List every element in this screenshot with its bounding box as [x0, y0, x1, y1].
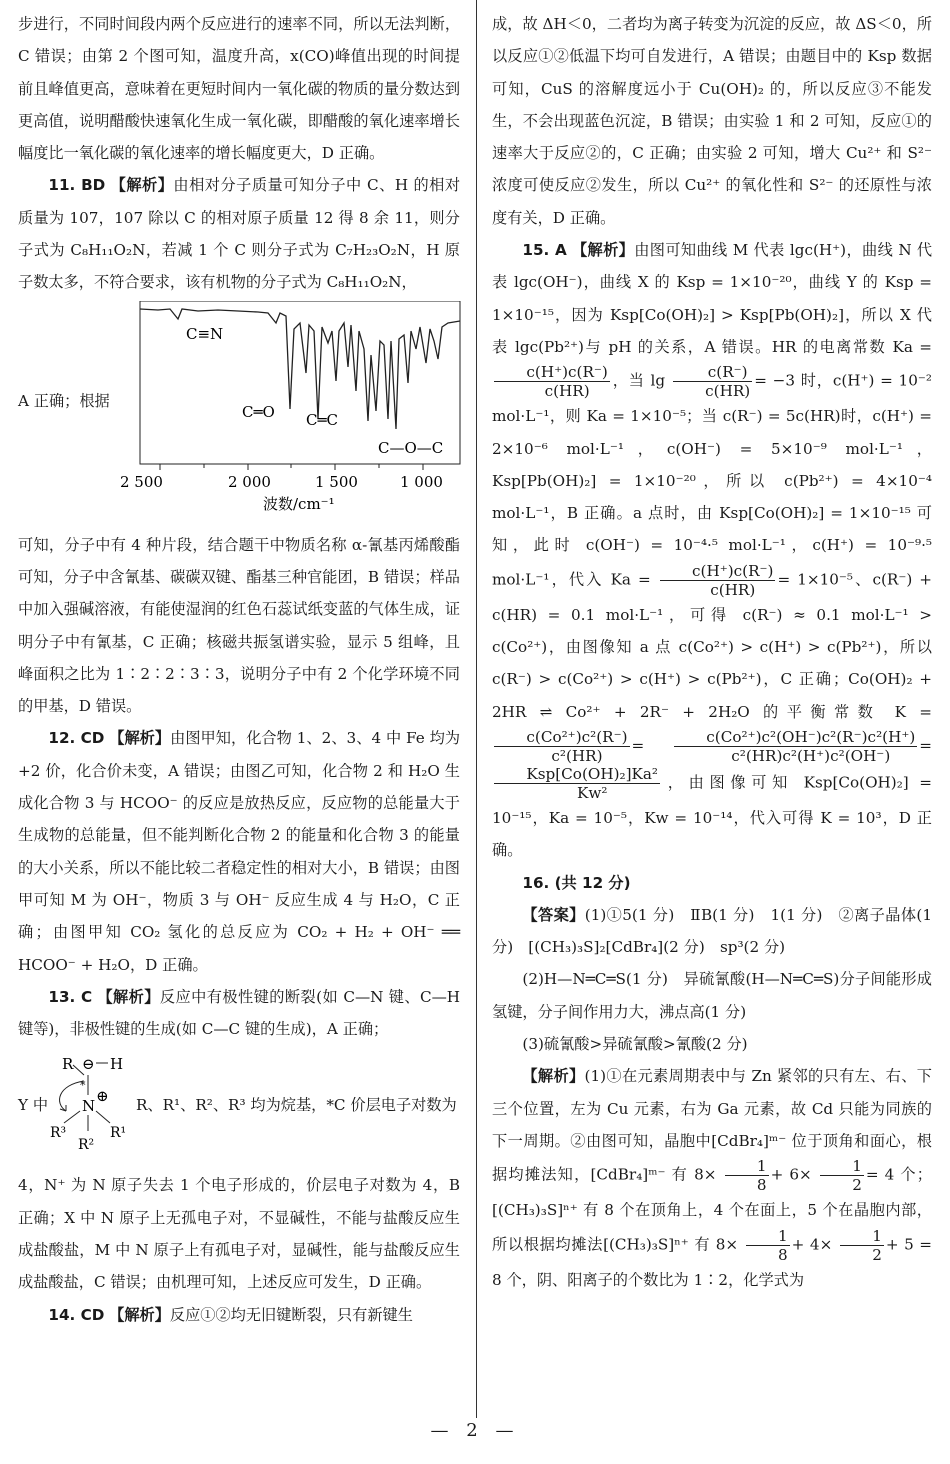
fraction-numerator: c(H⁺)c(R⁻) [660, 562, 776, 581]
q16-explanation [492, 1060, 932, 1295]
mech-h: H [110, 1055, 124, 1074]
fraction-denominator: 8 [778, 1245, 788, 1264]
fraction-one-eighth-b [746, 1227, 790, 1264]
fraction-big [674, 728, 917, 765]
mech-r: R [62, 1055, 74, 1074]
ir-spectrum-figure [118, 301, 463, 526]
fraction-k [494, 728, 630, 765]
mech-minus: ⊖ [82, 1055, 95, 1074]
q14-text: 反应①②均无旧键断裂，只有新键生 [169, 1305, 413, 1324]
q16-exp-3: = 4 个；[(CH₃)₃S]ⁿ⁺ 有 8 个在顶角上，4 个在面上，5 个在晶胞内部，所以根据均摊法[(CH₃)₃S]ⁿ⁺ 有 8× [492, 1165, 932, 1253]
equals-sign: = [631, 736, 645, 755]
left-column [18, 8, 460, 1331]
fraction-denominator: c²(HR)c²(H⁺)c²(OH⁻) [731, 746, 891, 765]
mechanism-row [18, 1045, 460, 1169]
q15-text-c: = 1×10⁻⁵、c(R⁻) + c(HR) = 0.1 mol·L⁻¹，可得 c(R⁻) ≈ 0.1 mol·L⁻¹ > c(Co²⁺)，由图像知 a 点 c(Co²⁺) > c(H⁺) > c(Pb²⁺)，所以 c(R⁻) > c(Co²⁺) > c(H⁺) > c(Pb²⁺)，C 正确；Co(OH)₂ + 2HR ⇌ Co²⁺ + 2R⁻ + 2H₂O 的平衡常数 K = [492, 570, 933, 721]
fraction-ka [494, 363, 610, 400]
q11-text: 由相对分子质量可知分子中 C、H 的相对质量为 107，107 除以 C 的相对原子质量 12 得 8 余 11，则分子式为 C₈H₁₁O₂N，若减 1 个 C 则分子式为 C₇H₂₃O₂N，H 原子数太多，不符合要求，该有机物的分子式为 C₈H₁₁O₂N， [18, 176, 461, 292]
q15-text-a: 由图可知曲线 M 代表 lgc(H⁺)，曲线 N 代表 lgc(OH⁻)，曲线 X 的 Ksp = 1×10⁻²⁰，曲线 Y 的 Ksp = 1×10⁻¹⁵，因为 Ksp[Co(OH)₂] > Ksp[Pb(OH)₂]，所以 X 代表 lgc(Pb²⁺)与 pH 的关系，A 错误。HR 的电离常数 Ka = [492, 241, 933, 356]
fraction-numerator: 1 [746, 1227, 790, 1246]
fraction-lg [673, 363, 752, 400]
q16-exp-4: + 4× [791, 1235, 833, 1253]
q15-paragraph [492, 234, 932, 866]
q16-number: 16. (共 12 分) [522, 873, 631, 892]
q13-number: 13. C [48, 987, 93, 1006]
q13-tag: 【解析】 [97, 987, 160, 1006]
q16-exp-5: + 5 = 8 个，阴、阳离子的个数比为 1∶2，化学式为 [492, 1235, 933, 1289]
ir-label-co: C═O [242, 402, 275, 421]
equals-sign: = [919, 736, 932, 755]
q11-paragraph [18, 169, 460, 298]
fraction-denominator: c(HR) [544, 382, 590, 401]
q11-tag: 【解析】 [110, 176, 174, 195]
mech-r2: R² [78, 1137, 95, 1154]
q12-paragraph [18, 722, 460, 980]
fraction-numerator: c(H⁺)c(R⁻) [494, 363, 610, 382]
ir-tick-label: 2 500 [120, 472, 163, 491]
q12-number: 12. CD [48, 729, 105, 748]
q16-exp-1: (1)①在元素周期表中与 Zn 紧邻的只有左、右、下三个位置，左为 Cu 元素，右为 Ga 元素，故 Cd 只能为同族的下一周期。②由图可知，晶胞中[CdBr₄]ᵐ⁻ 位于顶角和面心，根据均摊法知，[CdBr₄]ᵐ⁻ 有 8× [492, 1067, 932, 1184]
q13-prefix: Y 中 [18, 1096, 49, 1115]
q14-number: 14. CD [48, 1305, 105, 1324]
q11-figure-prefix: A 正确；根据 [18, 391, 110, 410]
ir-tick-label: 2 000 [228, 472, 271, 491]
fraction-denominator: 2 [852, 1176, 862, 1195]
q15-text-b2: = −3 时，c(H⁺) = 10⁻² mol·L⁻¹，则 Ka = 1×10⁻⁵；当 c(R⁻) = 5c(HR)时，c(H⁺) = 2×10⁻⁶ mol·L⁻¹，c(OH⁻) = 5×10⁻⁹ mol·L⁻¹，Ksp[Pb(OH)₂] = 1×10⁻²⁰，所以 c(Pb²⁺) = 4×10⁻⁴ mol·L⁻¹，B 正确。a 点时，由 Ksp[Co(OH)₂] = 1×10⁻¹⁵ 可知，此时 c(OH⁻) = 10⁻⁴·⁵ mol·L⁻¹，c(H⁺) = 10⁻⁹·⁵ mol·L⁻¹，代入 Ka = [492, 371, 932, 589]
mech-bond [64, 1111, 80, 1123]
fraction-one-half-b [840, 1227, 884, 1264]
mech-r3: R³ [50, 1125, 67, 1142]
fraction-numerator: 1 [840, 1227, 884, 1246]
fraction-numerator: c(Co²⁺)c²(R⁻) [494, 728, 630, 747]
q14-paragraph [18, 1299, 460, 1331]
mech-n: N [82, 1097, 96, 1116]
q11-continuation: 可知，分子中有 4 种片段，结合题干中物质名称 α-氰基丙烯酸酯可知，分子中含氰基、碳碳双键、酯基三种官能团，B 错误；样品中加入强碱溶液，有能使湿润的红色石蕊试纸变蓝的气体生成，证明分子中有氰基，C 正确；核磁共振氢谱实验，显示 5 组峰，且峰面积之比为 1∶2∶2∶3∶3，说明分子中有 2 个化学环境不同的甲基，D 错误。 [18, 535, 460, 716]
q16-explanation-tag: 【解析】 [522, 1067, 585, 1086]
fraction-one-half [820, 1157, 864, 1194]
q16-answer-tag: 【答案】 [522, 905, 585, 924]
q13-mechanism-text: R、R¹、R²、R³ 均为烷基，*C 价层电子对数为 [136, 1096, 457, 1115]
fraction-one-eighth [725, 1157, 769, 1194]
mechanism-structure [18, 1045, 136, 1169]
q14-tag: 【解析】 [109, 1305, 170, 1324]
q15-text-b1: ，当 lg [611, 371, 666, 390]
fraction-denominator: Kw² [576, 783, 608, 802]
q10-continuation: 步进行，不同时间段内两个反应进行的速率不同，所以无法判断，C 错误；由第 2 个图可知，温度升高，x(CO)峰值出现的时间提前且峰值更高，意味着在更短时间内一氧化碳的物质的量分数达到更高值，说明醋酸快速氧化生成一氧化碳，即醋酸的氧化速率增长幅度比一氧化碳的氧化速率的增长幅度更大，D 正确。 [18, 15, 460, 163]
fraction-numerator: c(Co²⁺)c²(OH⁻)c²(R⁻)c²(H⁺) [674, 728, 917, 747]
ir-label-cn: C≡N [186, 324, 224, 343]
right-column [492, 8, 932, 1296]
q13-paragraph [18, 981, 460, 1046]
column-divider [476, 0, 477, 1418]
mech-plus: ⊕ [96, 1087, 109, 1106]
q15-number: 15. A [522, 241, 567, 260]
q13-text: 反应中有极性键的断裂(如 C—N 键、C—H 键等)，非极性键的生成(如 C—C 键的生成)，A 正确； [18, 987, 461, 1039]
fraction-denominator: c²(HR) [551, 746, 603, 765]
q16-answer-1 [492, 899, 932, 964]
q16-answer-3: (3)硫氰酸>异硫氰酸>氰酸(2 分) [522, 1035, 748, 1054]
fraction-numerator: 1 [820, 1157, 864, 1176]
q15-tag: 【解析】 [571, 241, 635, 260]
ir-tick-label: 1 500 [315, 472, 358, 491]
fraction-numerator: Ksp[Co(OH)₂]Ka² [494, 765, 660, 784]
fraction-denominator: 8 [756, 1176, 767, 1195]
fraction-numerator: 1 [725, 1157, 769, 1176]
q11-number: 11. BD [48, 176, 106, 195]
ir-axis-title: 波数/cm⁻¹ [263, 494, 335, 513]
ir-label-coc: C—O—C [378, 438, 444, 457]
q16-heading [492, 867, 932, 899]
q13-continuation: 4，N⁺ 为 N 原子失去 1 个电子形成的，价层电子对数为 4，B 正确；X 中 N 原子上无孤电子对，不显碱性，不能与盐酸反应生成盐酸盐，M 中 N 原子上有孤电子对，显碱性，能与盐酸反应生成盐酸盐，C 错误；由机理可知，上述反应可发生，D 正确。 [18, 1176, 460, 1292]
mech-bond [96, 1111, 110, 1123]
ir-tick-label: 1 000 [400, 472, 443, 491]
fraction-ka-2 [660, 562, 776, 599]
q16-answer-2: (2)H—N═C═S(1 分) 异硫氰酸(H—N═C═S)分子间能形成氢键，分子间作用力大，沸点高(1 分) [492, 970, 932, 1021]
fraction-denominator: 2 [872, 1245, 882, 1264]
mech-star: * [80, 1079, 86, 1093]
q12-tag: 【解析】 [109, 729, 171, 748]
q12-text: 由图甲知，化合物 1、2、3、4 中 Fe 均为 +2 价，化合价未变，A 错误；由图乙可知，化合物 2 和 H₂O 生成化合物 3 与 HCOO⁻ 的反应是放热反应，反应物的总能量大于生成物的总能量，但不能判断化合物 2 的能量和化合物 3 的能量的大小关系，所以不能比较二者稳定性的相对大小，B 错误；由图甲可知 M 为 OH⁻，物质 3 与 OH⁻ 反应生成 4 与 H₂O，C 正确；由图甲知 CO₂ 氢化的总反应为 CO₂ + H₂ + OH⁻ ══ HCOO⁻ + H₂O，D 正确。 [18, 729, 461, 974]
q16-exp-2: + 6× [770, 1165, 812, 1184]
q16-answer-1-text: (1)①5(1 分) ⅡB(1 分) 1(1 分) ②离子晶体(1 分) [(CH₃)₃S]₂[CdBr₄](2 分) sp³(2 分) [492, 905, 933, 957]
q14-continuation: 成，故 ΔH＜0，二者均为离子转变为沉淀的反应，故 ΔS＜0，所以反应①②低温下均可自发进行，A 错误；由题目中的 Ksp 数据可知，CuS 的溶解度远小于 Cu(OH)₂ 的，所以反应③不能发生，不会出现蓝色沉淀，B 错误；由实验 1 和 2 可知，反应①的速率大于反应②的，C 正确；由实验 2 可知，增大 Cu²⁺ 和 S²⁻ 浓度可使反应②发生，所以 Cu²⁺ 的氧化性和 S²⁻ 的还原性与浓度有关，D 正确。 [492, 15, 932, 227]
ir-spectrum-row [18, 299, 460, 529]
q15-text-d: ，由图像可知 Ksp[Co(OH)₂] = 10⁻¹⁵，Ka = 10⁻⁵，Kw = 10⁻¹⁴，代入可得 K = 10³，D 正确。 [492, 773, 932, 860]
mech-r1: R¹ [110, 1125, 127, 1142]
fraction-numerator: c(R⁻) [673, 363, 752, 382]
fraction-denominator: c(HR) [705, 382, 751, 401]
fraction-ksp [494, 765, 660, 802]
page-number: — 2 — [430, 1420, 520, 1441]
ir-label-cc: C═C [306, 410, 338, 429]
fraction-denominator: c(HR) [710, 580, 756, 599]
